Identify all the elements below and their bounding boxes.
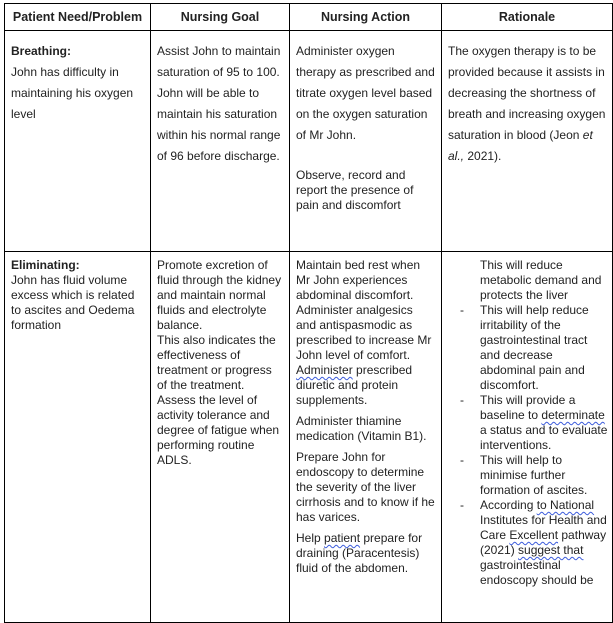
cell-action: [290, 31, 442, 252]
list-item: This will reduce metabolic demand and protects the liver: [480, 258, 602, 302]
cell-problem: [5, 31, 151, 252]
problem-title: Breathing:: [11, 44, 71, 58]
action-text: Help patient prepare for draining (Paracentesis) fluid of the abdomen.: [296, 531, 423, 575]
list-item: - This will provide a baseline to determinate a status and to evaluate interventions.: [460, 393, 608, 452]
action-text: Prepare John for endoscopy to determine the severity of the liver cirrhosis and to know if he has varices.: [296, 450, 435, 524]
action-text: Administer thiamine medication (Vitamin B1).: [296, 414, 427, 443]
rationale-list: [446, 258, 608, 588]
action-text: Administer prescribed diuretic and protein supplements.: [296, 363, 413, 407]
header-nursing-goal: Nursing Goal: [151, 4, 290, 31]
cell-action: [290, 252, 442, 623]
problem-text: John has fluid volume excess which is related to ascites and Oedema formation: [11, 273, 135, 332]
cell-problem: [5, 252, 151, 623]
care-plan-table: [4, 3, 613, 623]
action-text: Observe, record and report the presence of pain and discomfort: [296, 168, 414, 212]
goal-text: Promote excretion of fluid through the kidney and maintain normal fluids and electrolyte balance.: [157, 258, 282, 332]
goal-text: Assist John to maintain saturation of 95 to 100. John will be able to maintain his saturation within his normal range of 96 before discharge.: [157, 44, 281, 163]
list-item: - According to National Institutes for Health and Care Excellent pathway (2021) suggest that gastrointestinal endoscopy should be: [460, 498, 607, 587]
header-row: [5, 4, 613, 31]
action-text: Administer analgesics and antispasmodic as prescribed to increase Mr John level of comfort.: [296, 303, 432, 362]
rationale-text: The oxygen therapy is to be provided because it assists in decreasing the shortness of breath and increasing oxygen saturation in blood (Jeon et al., 2021).: [448, 44, 606, 163]
list-item: - This will help to minimise further formation of ascites.: [460, 453, 588, 497]
problem-title: Eliminating:: [11, 258, 80, 272]
action-text: Administer oxygen therapy as prescribed and titrate oxygen level based on the oxygen saturation of Mr John.: [296, 44, 435, 142]
action-text: Maintain bed rest when Mr John experiences abdominal discomfort.: [296, 258, 421, 302]
list-item: - This will help reduce irritability of the gastrointestinal tract and decrease abdominal pain and discomfort.: [460, 303, 589, 392]
cell-rationale: [442, 31, 613, 252]
goal-text: This also indicates the effectiveness of treatment or progress of the treatment.: [157, 333, 276, 392]
header-nursing-action: Nursing Action: [290, 4, 442, 31]
table-row-eliminating: [5, 252, 613, 623]
header-patient-need: Patient Need/Problem: [5, 4, 151, 31]
cell-goal: [151, 252, 290, 623]
cell-goal: [151, 31, 290, 252]
cell-rationale: [442, 252, 613, 623]
header-rationale: Rationale: [442, 4, 613, 31]
problem-text: John has difficulty in maintaining his oxygen level: [11, 65, 134, 121]
table-row-breathing: [5, 31, 613, 252]
goal-text: Assess the level of activity tolerance and degree of fatigue when performing routine ADLS.: [157, 393, 280, 467]
